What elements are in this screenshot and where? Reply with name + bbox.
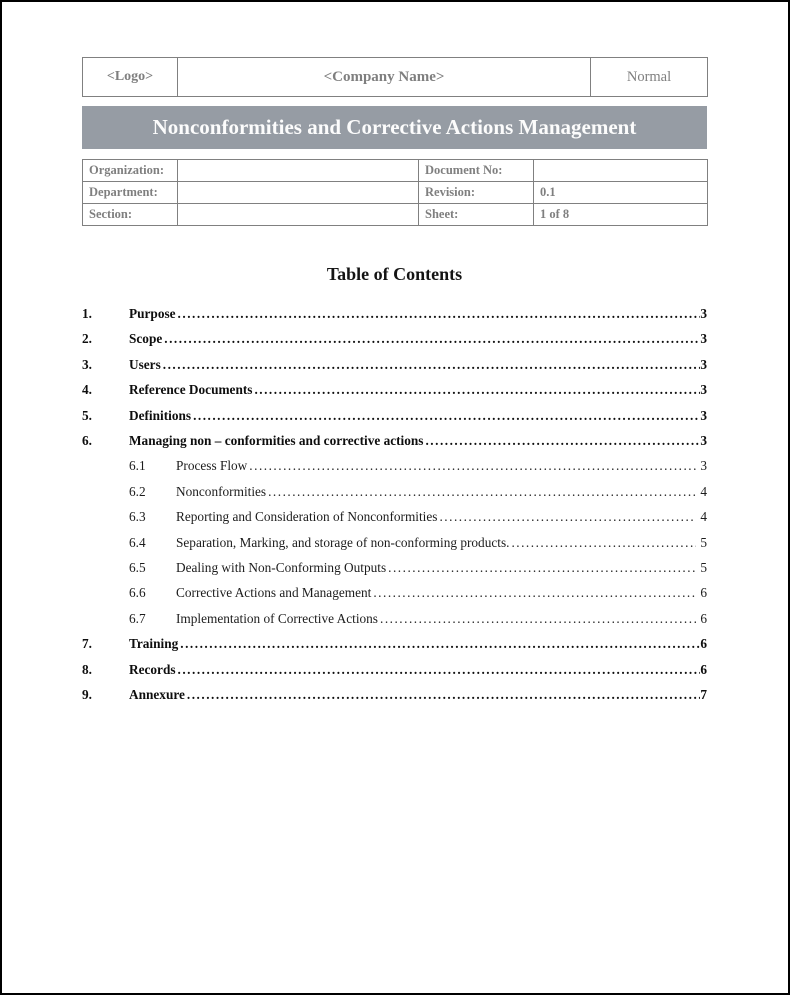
toc-entry-page: 7 xyxy=(700,687,707,703)
toc-entry-process-flow[interactable] xyxy=(82,453,707,478)
toc-entry-number: 6.5 xyxy=(129,560,146,576)
toc-dot-leader xyxy=(249,453,696,478)
toc-entry-nonconformities[interactable] xyxy=(82,479,707,504)
info-row-department xyxy=(83,182,708,204)
toc-entry-number: 4. xyxy=(82,382,92,398)
toc-entry-purpose[interactable] xyxy=(82,301,707,326)
toc-dot-leader xyxy=(380,606,696,631)
toc-entry-page: 3 xyxy=(700,356,707,372)
toc-entry-label: Annexure xyxy=(129,687,185,703)
toc-entry-label: Corrective Actions and Management xyxy=(176,585,372,601)
toc-entry-label: Definitions xyxy=(129,407,192,423)
toc-entry-page: 6 xyxy=(700,661,707,677)
department-label: Department: xyxy=(83,182,178,204)
toc-entry-label: Managing non – conformities and corrective actions xyxy=(129,433,424,449)
toc-entry-page: 4 xyxy=(700,509,707,525)
toc-dot-leader xyxy=(268,479,696,504)
toc-entry-page: 3 xyxy=(700,331,707,347)
toc-entry-reporting-consideration[interactable] xyxy=(82,504,707,529)
document-title-banner: Nonconformities and Corrective Actions Management xyxy=(82,106,707,149)
section-value[interactable] xyxy=(178,204,419,226)
info-row-section xyxy=(83,204,708,226)
document-info-table xyxy=(82,159,708,226)
toc-entry-reference-documents[interactable] xyxy=(82,377,707,402)
toc-dot-leader xyxy=(511,530,696,555)
sheet-label: Sheet: xyxy=(419,204,534,226)
toc-entry-label: Implementation of Corrective Actions xyxy=(176,610,378,626)
toc-dot-leader xyxy=(178,657,701,682)
toc-entry-page: 3 xyxy=(700,433,707,449)
revision-value[interactable]: 0.1 xyxy=(534,182,708,204)
toc-entry-number: 6.4 xyxy=(129,534,146,550)
toc-entry-number: 6. xyxy=(82,433,92,449)
document-no-value[interactable] xyxy=(534,160,708,182)
toc-entry-training[interactable] xyxy=(82,631,707,656)
toc-entry-page: 6 xyxy=(700,585,707,601)
toc-entry-page: 6 xyxy=(700,636,707,652)
toc-entry-page: 6 xyxy=(700,610,707,626)
toc-dot-leader xyxy=(254,377,700,402)
toc-entry-number: 6.1 xyxy=(129,458,146,474)
toc-entry-dealing-nonconforming-outputs[interactable] xyxy=(82,555,707,580)
toc-dot-leader xyxy=(425,428,700,453)
toc-entry-records[interactable] xyxy=(82,657,707,682)
info-row-organization xyxy=(83,160,708,182)
toc-entry-page: 3 xyxy=(700,382,707,398)
toc-entry-page: 4 xyxy=(700,483,707,499)
toc-entry-corrective-actions-management[interactable] xyxy=(82,580,707,605)
toc-entry-managing-nonconformities[interactable] xyxy=(82,428,707,453)
toc-entry-number: 6.7 xyxy=(129,610,146,626)
toc-entry-label: Reporting and Consideration of Nonconformities xyxy=(176,509,438,525)
toc-entry-label: Dealing with Non-Conforming Outputs xyxy=(176,560,387,576)
organization-value[interactable] xyxy=(178,160,419,182)
toc-entry-label: Nonconformities xyxy=(176,483,267,499)
organization-label: Organization: xyxy=(83,160,178,182)
toc-dot-leader xyxy=(388,555,696,580)
section-label: Section: xyxy=(83,204,178,226)
toc-dot-leader xyxy=(439,504,696,529)
toc-entry-number: 2. xyxy=(82,331,92,347)
toc-entry-label: Process Flow xyxy=(176,458,248,474)
toc-dot-leader xyxy=(193,403,700,428)
toc-entry-number: 1. xyxy=(82,306,92,321)
toc-entry-implementation-corrective-actions[interactable] xyxy=(82,606,707,631)
sheet-value[interactable]: 1 of 8 xyxy=(534,204,708,226)
toc-entry-number: 3. xyxy=(82,356,92,372)
header-row xyxy=(83,58,708,97)
toc-entry-users[interactable] xyxy=(82,352,707,377)
toc-entry-label: Users xyxy=(129,356,161,372)
toc-dot-leader xyxy=(373,580,696,605)
toc xyxy=(82,301,707,708)
page-content xyxy=(82,57,707,708)
toc-dot-leader xyxy=(187,682,700,707)
toc-dot-leader xyxy=(163,352,701,377)
toc-dot-leader xyxy=(178,301,701,326)
toc-dot-leader xyxy=(164,326,700,351)
toc-entry-page: 3 xyxy=(700,407,707,423)
toc-entry-label: Training xyxy=(129,636,179,652)
logo-placeholder[interactable]: <Logo> xyxy=(83,58,178,97)
toc-title: Table of Contents xyxy=(326,264,463,284)
toc-entry-number: 7. xyxy=(82,636,92,652)
toc-entry-number: 6.6 xyxy=(129,585,146,601)
toc-entry-number: 9. xyxy=(82,687,92,703)
toc-entry-label: Records xyxy=(129,661,176,677)
toc-dot-leader xyxy=(180,631,700,656)
toc-entry-number: 8. xyxy=(82,661,92,677)
toc-entry-number: 6.2 xyxy=(129,483,146,499)
toc-entry-label: Reference Documents xyxy=(129,382,253,398)
department-value[interactable] xyxy=(178,182,419,204)
toc-entry-page: 5 xyxy=(700,534,707,550)
toc-entry-page: 3 xyxy=(700,306,707,321)
revision-label: Revision: xyxy=(419,182,534,204)
toc-entry-page: 3 xyxy=(700,458,707,474)
toc-entry-separation-marking-storage[interactable] xyxy=(82,530,707,555)
toc-entry-label: Scope xyxy=(129,331,163,347)
company-name-placeholder[interactable]: <Company Name> xyxy=(178,58,591,97)
toc-entry-label: Separation, Marking, and storage of non-conforming products. xyxy=(176,534,510,550)
toc-entry-page: 5 xyxy=(700,560,707,576)
doc-type-label: Normal xyxy=(591,58,708,97)
toc-entry-annexure[interactable] xyxy=(82,682,707,707)
toc-entry-label: Purpose xyxy=(129,306,176,321)
header-table xyxy=(82,57,708,97)
toc-entry-definitions[interactable] xyxy=(82,403,707,428)
document-no-label: Document No: xyxy=(419,160,534,182)
toc-entry-number: 5. xyxy=(82,407,92,423)
toc-entry-scope[interactable] xyxy=(82,326,707,351)
toc-entry-number: 6.3 xyxy=(129,509,146,525)
